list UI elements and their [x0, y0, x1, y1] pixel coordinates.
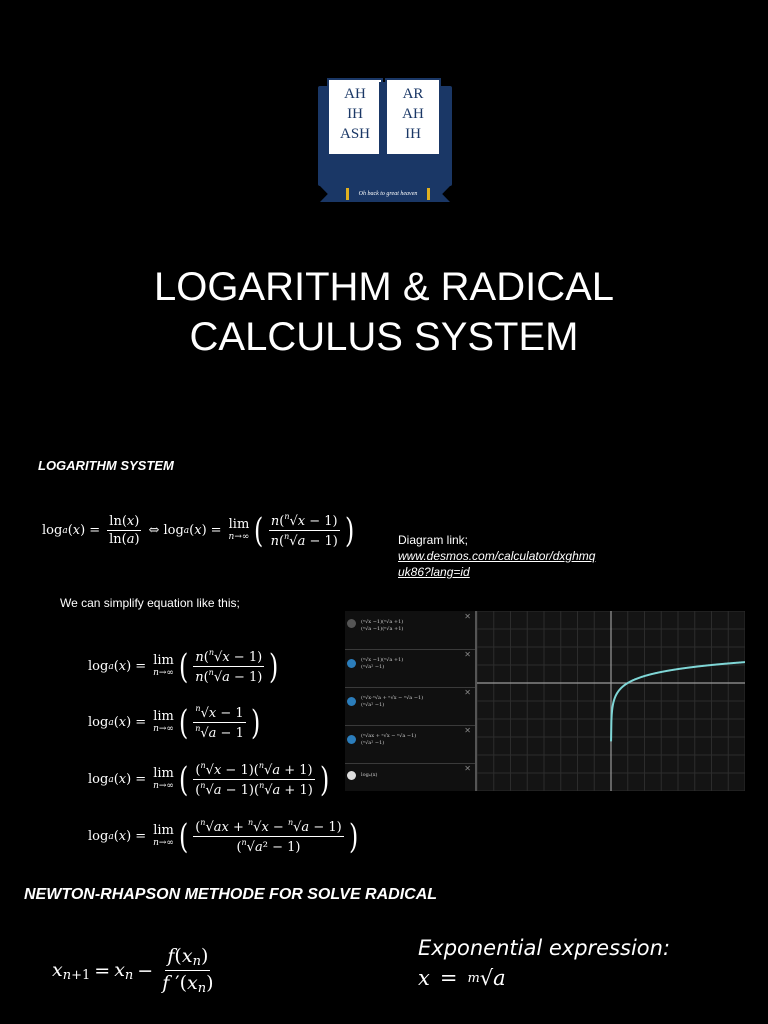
expression-icon	[347, 659, 356, 668]
logo-right-line-2: AH	[402, 106, 424, 122]
expression-row[interactable]	[345, 649, 475, 688]
expression-icon	[347, 771, 356, 780]
diagram-link-line-1[interactable]: www.desmos.com/calculator/dxghmq	[398, 549, 596, 563]
expression-formula: (ⁿ√x −1)(ⁿ√a +1) (ⁿ√a² −1)	[361, 657, 404, 670]
log-definition-equation: log a (x) = $\frac{\ln(x)}{\ln(a)}$ ⇔ log a (x) = lim n→∞ ( $\frac{n(^n√x - 1)}{n(^n√a - 1)}$ )	[42, 510, 355, 551]
logo-left-page	[327, 78, 383, 156]
expression-row[interactable]	[345, 687, 475, 726]
expression-formula: (ⁿ√x·ⁿ√a + ⁿ√x − ⁿ√a −1) (ⁿ√a² −1)	[361, 695, 424, 708]
logarithm-section-heading: LOGARITHM SYSTEM	[38, 458, 174, 473]
desmos-expression-list	[345, 611, 477, 791]
expression-formula: logₐ(x)	[361, 772, 378, 778]
diagram-note	[398, 532, 595, 580]
desmos-screenshot	[345, 611, 745, 791]
diagram-label: Diagram link;	[398, 533, 469, 547]
logo-right-line-1: AR	[402, 86, 424, 102]
expression-icon	[347, 697, 356, 706]
simplified-equation-3: log a (x) = lim n→∞ ( $\frac{(^n√x - 1)(^n√a + 1)}{(^n√a - 1)(^n√a + 1)}$ )	[88, 759, 330, 800]
expression-formula: (ⁿ√x −1)(ⁿ√a +1) (ⁿ√a −1)(ⁿ√a +1)	[361, 619, 404, 632]
expression-formula: (ⁿ√ax + ⁿ√x − ⁿ√a −1) (ⁿ√a² −1)	[361, 733, 417, 746]
desmos-graph[interactable]	[477, 611, 745, 791]
expression-icon	[347, 735, 356, 744]
simplify-text: We can simplify equation like this;	[60, 596, 240, 610]
logo-left-line-2: IH	[347, 106, 363, 122]
simplified-equation-1: log a (x) = lim n→∞ ( $\frac{n(^n√x - 1)}{n(^n√a - 1)}$ )	[88, 646, 279, 687]
close-icon[interactable]: ✕	[464, 764, 471, 773]
page-title	[0, 262, 768, 362]
title-line-2: CALCULUS SYSTEM	[189, 315, 579, 359]
diagram-link-line-2[interactable]: uk86?lang=id	[398, 565, 470, 579]
newton-section-heading: NEWTON-RHAPSON METHODE FOR SOLVE RADICAL	[24, 886, 438, 903]
close-icon[interactable]: ✕	[464, 726, 471, 735]
logo-left-line-1: AH	[344, 86, 366, 102]
exponential-label: Exponential expression:	[418, 936, 671, 960]
logo-motto: Oh back to great heaven	[346, 188, 430, 200]
expression-row[interactable]	[345, 611, 475, 650]
logo	[316, 76, 456, 208]
logo-right-page	[385, 78, 441, 156]
expression-row[interactable]	[345, 763, 475, 791]
close-icon[interactable]: ✕	[464, 688, 471, 697]
simplified-equation-4: log a (x) = lim n→∞ ( $\frac{(^n√ax + ^n√x - ^n√a - 1)}{(^n√a^2 - 1)}$ )	[88, 816, 358, 857]
close-icon[interactable]: ✕	[464, 612, 471, 621]
logo-right-line-3: IH	[405, 126, 421, 142]
logo-left-line-3: ASH	[339, 126, 370, 142]
expression-icon	[347, 619, 356, 628]
expression-row[interactable]	[345, 725, 475, 764]
exponential-formula: x = m √a	[418, 966, 506, 990]
title-line-1: LOGARITHM & RADICAL	[153, 265, 615, 309]
newton-raphson-formula: xn+1 = xn − $\frac{f(xn)}{f '(xn)}$	[52, 945, 214, 996]
close-icon[interactable]: ✕	[464, 650, 471, 659]
simplified-equation-2: log a (x) = lim n→∞ ( $\frac{^n√x - 1}{^n√a - 1}$ )	[88, 702, 261, 743]
